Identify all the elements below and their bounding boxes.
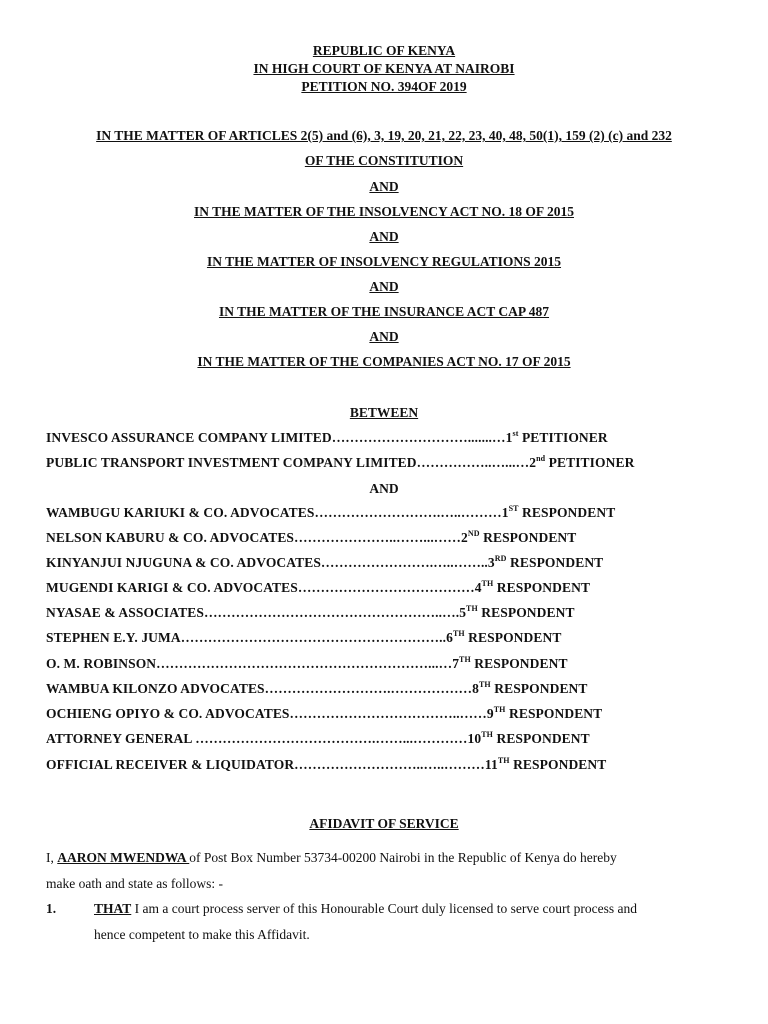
party-name: INVESCO ASSURANCE COMPANY LIMITED………………………….......…	[46, 430, 506, 445]
party-role: PETITIONER	[518, 430, 608, 445]
party-ordinal-suffix: TH	[459, 655, 471, 664]
matter-insolvency-regulations: IN THE MATTER OF INSOLVENCY REGULATIONS 2015	[206, 254, 562, 269]
para-that: THAT	[94, 901, 132, 916]
matter-companies-act: IN THE MATTER OF THE COMPANIES ACT NO. 17 OF 2015	[197, 354, 571, 369]
matter-and-1: AND	[369, 179, 399, 194]
intro-text: of Post Box Number 53734-00200 Nairobi in the Republic of Kenya do hereby	[189, 850, 617, 865]
para-1-line-1	[94, 901, 637, 917]
affidavit-title: AFIDAVIT OF SERVICE	[309, 816, 459, 831]
party-role: RESPONDENT	[509, 757, 607, 772]
party-role: RESPONDENT	[493, 580, 591, 595]
party-name: NELSON KABURU & CO. ADVOCATES…………………..……...……	[46, 530, 462, 545]
intro-line-2: make oath and state as follows: -	[46, 876, 223, 891]
party-role: PETITIONER	[545, 455, 635, 470]
party-name: NYASAE & ASSOCIATES……………………………………………..….	[46, 605, 460, 620]
matter-and-3: AND	[369, 279, 399, 294]
para-1-line-2: hence competent to make this Affidavit.	[94, 927, 310, 942]
intro-line-1	[46, 850, 617, 866]
party-ordinal: 9	[486, 706, 494, 721]
party-name: WAMBUA KILONZO ADVOCATES……………………….………………	[46, 681, 473, 696]
party-name: O. M. ROBINSON……………………………………………………...…	[46, 656, 453, 671]
party-role: RESPONDENT	[477, 605, 575, 620]
deponent-name: AARON MWENDWA	[57, 850, 190, 865]
para-number: 1.	[46, 901, 57, 916]
party-ordinal: 1	[501, 505, 509, 520]
party-ordinal-suffix: nd	[536, 454, 546, 463]
respondent-line	[46, 605, 575, 621]
party-ordinal-suffix: ST	[508, 504, 519, 513]
intro-prefix: I,	[46, 850, 58, 865]
party-ordinal-suffix: TH	[493, 705, 506, 714]
party-ordinal: 10	[467, 731, 482, 746]
party-role: RESPONDENT	[490, 681, 588, 696]
party-name: WAMBUGU KARIUKI & CO. ADVOCATES……………………….…..………	[46, 505, 502, 520]
party-role: RESPONDENT	[470, 656, 568, 671]
party-ordinal: 1	[505, 430, 513, 445]
respondent-line	[46, 530, 576, 546]
party-role: RESPONDENT	[464, 630, 562, 645]
party-name: ATTORNEY GENERAL ………………………………….……...…………	[46, 731, 468, 746]
header-court: IN HIGH COURT OF KENYA AT NAIROBI	[253, 61, 515, 76]
party-ordinal-suffix: TH	[479, 680, 491, 689]
party-name: STEPHEN E.Y. JUMA…………………………………………………..	[46, 630, 447, 645]
party-ordinal-suffix: TH	[481, 730, 493, 739]
matter-articles: IN THE MATTER OF ARTICLES 2(5) and (6), 3, 19, 20, 21, 22, 23, 40, 48, 50(1), 159 (2) (c) and 232	[96, 128, 672, 143]
party-ordinal: 11	[484, 757, 498, 772]
party-name: OCHIENG OPIYO & CO. ADVOCATES………………………………..……	[46, 706, 487, 721]
party-ordinal: 5	[459, 605, 467, 620]
party-ordinal-suffix: TH	[466, 604, 478, 613]
party-role: RESPONDENT	[506, 555, 604, 570]
party-role: RESPONDENT	[479, 530, 577, 545]
respondent-line	[46, 757, 606, 773]
respondent-line	[46, 630, 561, 646]
petitioner-line	[46, 455, 634, 471]
party-name: PUBLIC TRANSPORT INVESTMENT COMPANY LIMITED……………..…...…	[46, 455, 530, 470]
matter-and-2: AND	[369, 229, 399, 244]
party-role: RESPONDENT	[518, 505, 616, 520]
party-name: KINYANJUI NJUGUNA & CO. ADVOCATES…………………….…..……..	[46, 555, 488, 570]
between-heading: BETWEEN	[349, 405, 419, 420]
party-name: MUGENDI KARIGI & CO. ADVOCATES…………………………………	[46, 580, 475, 595]
respondent-line	[46, 656, 568, 672]
party-ordinal: 8	[472, 681, 479, 696]
respondent-line	[46, 505, 615, 521]
matter-constitution: OF THE CONSTITUTION	[304, 153, 464, 168]
para-text: I am a court process server of this Honourable Court duly licensed to serve court process and	[131, 901, 637, 916]
party-ordinal: 4	[474, 580, 482, 595]
party-ordinal-suffix: st	[512, 429, 519, 438]
party-ordinal: 7	[452, 656, 460, 671]
party-role: RESPONDENT	[493, 731, 590, 746]
party-ordinal: 3	[487, 555, 495, 570]
respondent-line	[46, 555, 603, 571]
party-ordinal: 6	[446, 630, 453, 645]
respondent-line	[46, 681, 588, 697]
party-role: RESPONDENT	[505, 706, 603, 721]
petitioner-line	[46, 430, 608, 446]
party-ordinal-suffix: ND	[467, 529, 480, 538]
and-separator: AND	[369, 481, 399, 496]
party-ordinal: 2	[461, 530, 468, 545]
matter-and-4: AND	[369, 329, 399, 344]
party-ordinal-suffix: TH	[497, 756, 510, 765]
party-name: OFFICIAL RECEIVER & LIQUIDATOR………………………..…..………	[46, 757, 485, 772]
respondent-line	[46, 706, 602, 722]
header-republic: REPUBLIC OF KENYA	[312, 43, 456, 58]
matter-insurance-act: IN THE MATTER OF THE INSURANCE ACT CAP 487	[218, 304, 550, 319]
header-petition-number: PETITION NO. 394OF 2019	[301, 79, 467, 94]
party-ordinal-suffix: TH	[481, 579, 494, 588]
party-ordinal: 2	[529, 455, 537, 470]
party-ordinal-suffix: RD	[494, 554, 507, 563]
matter-insolvency-act: IN THE MATTER OF THE INSOLVENCY ACT NO. 18 OF 2015	[194, 204, 574, 219]
respondent-line	[46, 580, 590, 596]
respondent-line	[46, 731, 590, 747]
party-ordinal-suffix: TH	[452, 629, 465, 638]
